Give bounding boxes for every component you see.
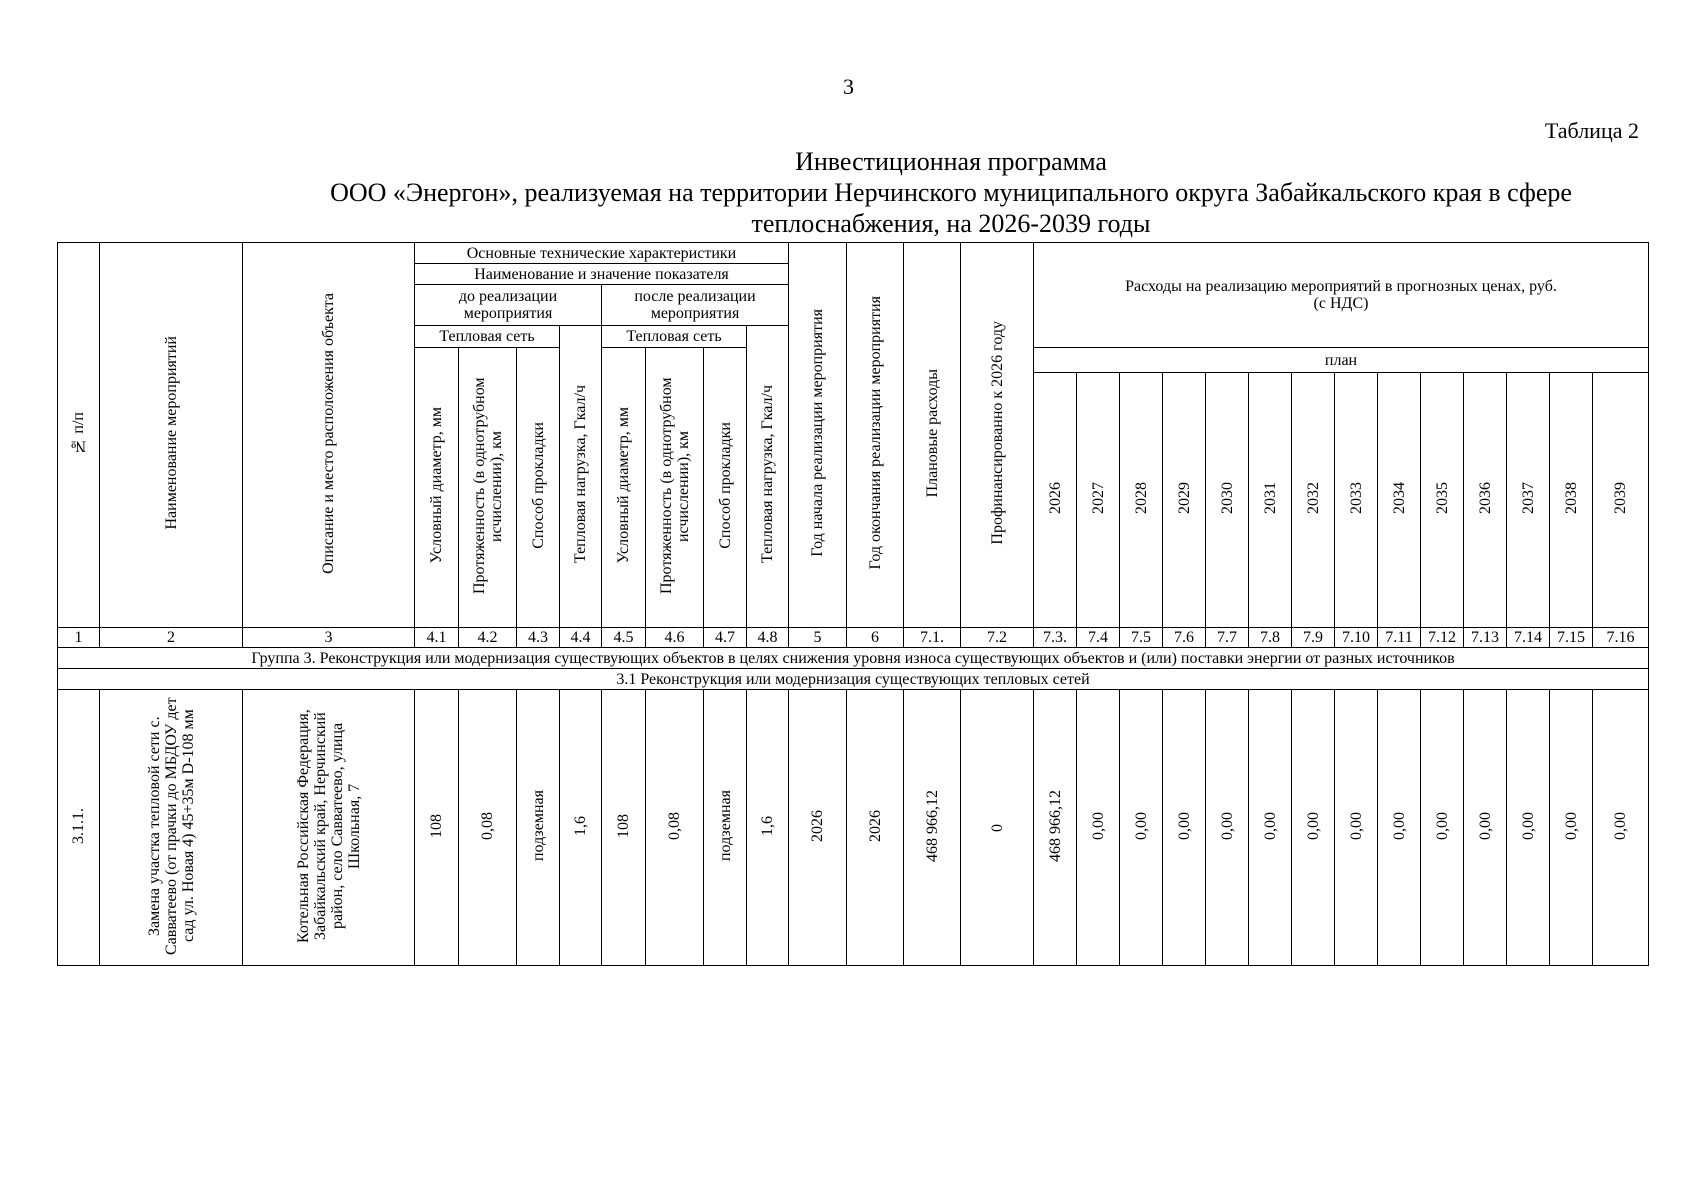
page-number: 3 [843,74,854,99]
header-year-end: Год окончания реализации мероприятия [866,296,884,570]
header-load-before-cell [560,326,602,628]
header-desc: Описание и место расположения объекта [320,292,337,574]
index-cell: 4.6 [646,628,704,648]
row-year-value-cell [1335,690,1378,966]
header-diam-before: Условный диаметр, мм [428,407,445,564]
index-row [58,628,1649,648]
index-cell: 4.7 [704,628,747,648]
row-year-value-cell [1507,690,1550,966]
row-year-value-cell [1292,690,1335,966]
header-diam-before-cell [415,348,459,628]
header-year-cell [1206,373,1249,628]
index-cell: 2 [100,628,243,648]
title-line-1: Инвестиционная программа [795,147,1107,176]
row-year-value: 0,00 [1612,811,1629,840]
row-year-value: 0,00 [1347,811,1365,840]
row-year-value-cell [1464,690,1507,966]
header-year-cell [1249,373,1292,628]
header-row-1 [58,243,1649,264]
index-cell: 7.13 [1464,628,1507,648]
header-year-cell [1163,373,1206,628]
header-year: 2030 [1218,482,1236,514]
header-load-before: Тепловая нагрузка, Гкал/ч [572,385,589,564]
index-cell: 7.3. [1034,628,1077,648]
header-length-before: Протяженность (в однотрубном исчислении), км [470,377,505,594]
row-year-value-cell [1593,690,1649,966]
header-name-cell [100,243,243,628]
header-after: после реализации мероприятия [602,285,789,326]
row-planned: 468 966,12 [923,789,941,862]
header-load-after: Тепловая нагрузка, Гкал/ч [759,385,776,564]
row-diam-before: 108 [428,813,445,838]
header-year-cell [1550,373,1593,628]
header-year: 2036 [1476,482,1494,514]
header-year-cell [1593,373,1649,628]
header-diam-after-cell [602,348,646,628]
title-line-2: ООО «Энергон», реализуемая на территории Нерчинского муниципального округа Забайкальского края в сфере [330,178,1572,207]
row-load-before-cell [560,690,602,966]
row-year-start-cell [789,690,847,966]
row-desc-cell [243,690,415,966]
row-year-value-cell [1249,690,1292,966]
header-laying-before-cell [517,348,560,628]
row-planned-cell [904,690,961,966]
subgroup-title: 3.1 Реконструкция или модернизация существующих тепловых сетей [58,669,1649,690]
header-year-cell [1378,373,1421,628]
header-year-cell [1292,373,1335,628]
header-year-cell [1034,373,1077,628]
header-year-cell [1335,373,1378,628]
header-tech-sub: Наименование и значение показателя [415,264,789,285]
header-name: Наименование мероприятий [162,336,180,530]
row-year-value-cell [1206,690,1249,966]
row-year-value: 0,00 [1132,811,1150,840]
row-year-value-cell [1378,690,1421,966]
header-year: 2028 [1132,482,1150,514]
header-planned: Плановые расходы [923,368,941,498]
header-desc-cell [243,243,415,628]
row-name-cell [100,690,243,966]
row-year-value: 0,00 [1261,811,1279,840]
row-year-start: 2026 [809,809,826,842]
row-year-value-cell [1421,690,1464,966]
index-cell: 3 [243,628,415,648]
header-year: 2038 [1562,482,1580,514]
header-before: до реализации мероприятия [415,285,602,326]
header-financed-cell [961,243,1034,628]
header-length-before-cell [459,348,517,628]
index-cell: 7.2 [961,628,1034,648]
row-year-end: 2026 [866,809,884,842]
index-cell: 1 [58,628,100,648]
row-diam-before-cell [415,690,459,966]
row-num-cell [58,690,100,966]
row-length-after-cell [646,690,704,966]
row-diam-after: 108 [615,813,632,838]
header-laying-after-cell [704,348,747,628]
header-plan: план [1034,348,1649,373]
header-year: 2027 [1089,482,1107,514]
index-cell: 7.12 [1421,628,1464,648]
header-year: 2032 [1304,482,1322,514]
row-year-value-cell [1120,690,1163,966]
row-year-value: 0,00 [1390,811,1408,840]
header-diam-after: Условный диаметр, мм [615,407,632,564]
investment-table [57,242,1649,966]
index-cell: 7.7 [1206,628,1249,648]
group-row [58,648,1649,669]
header-planned-cell [904,243,961,628]
index-cell: 7.6 [1163,628,1206,648]
row-laying-before: подземная [529,789,547,861]
row-year-value: 0,00 [1562,811,1580,840]
row-load-before: 1,6 [572,815,589,836]
index-cell: 4.4 [560,628,602,648]
header-year: 2039 [1612,482,1629,514]
index-cell: 7.9 [1292,628,1335,648]
group-title: Группа 3. Реконструкция или модернизация существующих объектов в целях снижения уровня износа существующих объектов и (или) поставки энергии от разных источников [58,648,1649,669]
index-cell: 7.10 [1335,628,1378,648]
index-cell: 7.11 [1378,628,1421,648]
header-num-cell [58,243,100,628]
index-cell: 7.4 [1077,628,1120,648]
row-load-after: 1,6 [759,815,776,836]
header-year: 2031 [1261,482,1279,514]
row-year-value: 0,00 [1175,811,1193,840]
title-line-3: теплоснабжения, на 2026-2039 годы [751,209,1151,238]
header-laying-before: Способ прокладки [529,422,547,549]
header-year-cell [1077,373,1120,628]
index-cell: 6 [847,628,904,648]
header-length-after-cell [646,348,704,628]
header-year-cell [1120,373,1163,628]
row-num: 3.1.1. [70,807,87,844]
index-cell: 7.1. [904,628,961,648]
index-cell: 4.8 [747,628,789,648]
row-laying-after: подземная [716,789,734,861]
row-year-value: 0,00 [1433,811,1451,840]
index-cell: 5 [789,628,847,648]
header-year-cell [1507,373,1550,628]
row-year-value: 0,00 [1089,811,1107,840]
row-financed: 0 [988,824,1006,832]
header-expenses: Расходы на реализацию мероприятий в прогнозных ценах, руб. (с НДС) [1034,243,1649,348]
row-diam-after-cell [602,690,646,966]
row-length-before-cell [459,690,517,966]
index-cell: 7.14 [1507,628,1550,648]
header-load-after-cell [747,326,789,628]
row-year-value-cell [1163,690,1206,966]
row-year-value: 468 966,12 [1046,789,1064,862]
index-cell: 4.5 [602,628,646,648]
table-row [58,690,1649,966]
row-load-after-cell [747,690,789,966]
table-label: Таблица 2 [1544,118,1639,143]
header-year-cell [1464,373,1507,628]
row-year-value: 0,00 [1218,811,1236,840]
header-length-after: Протяженность (в однотрубном исчислении), км [657,377,692,594]
header-tech-main: Основные технические характеристики [415,243,789,264]
row-year-end-cell [847,690,904,966]
header-year-start: Год начала реализации мероприятия [809,309,826,557]
header-year: 2035 [1433,482,1451,514]
header-year: 2034 [1390,482,1408,514]
row-year-value: 0,00 [1304,811,1322,840]
row-financed-cell [961,690,1034,966]
row-laying-before-cell [517,690,560,966]
index-cell: 7.16 [1593,628,1649,648]
index-cell: 4.3 [517,628,560,648]
header-year: 2037 [1519,482,1537,514]
row-desc: Котельная Российская Федерация, Забайкальский край, Нерчинский район, село Савватеево, улица Школьная, 7 [294,708,363,943]
header-year-end-cell [847,243,904,628]
row-laying-after-cell [704,690,747,966]
row-name: Замена участка тепловой сети с. Савватеево (от прачки до МБДОУ дет сад ул. Новая 4) 45+35м D-108 мм [145,696,197,955]
row-length-after: 0,08 [666,811,683,840]
header-laying-after: Способ прокладки [716,422,734,549]
index-cell: 7.8 [1249,628,1292,648]
index-cell: 7.5 [1120,628,1163,648]
header-num: № п/п [70,411,87,455]
row-year-value: 0,00 [1476,811,1494,840]
row-year-value: 0,00 [1519,811,1537,840]
index-cell: 4.1 [415,628,459,648]
header-heat-net-before: Тепловая сеть [415,326,560,348]
header-year: 2029 [1175,482,1193,514]
subgroup-row [58,669,1649,690]
row-year-value-cell [1034,690,1077,966]
header-year-start-cell [789,243,847,628]
row-year-value-cell [1077,690,1120,966]
header-financed: Профинансированно к 2026 году [988,321,1006,545]
index-cell: 7.15 [1550,628,1593,648]
header-heat-net-after: Тепловая сеть [602,326,747,348]
row-length-before: 0,08 [479,811,496,840]
document-title [260,146,1642,239]
header-year: 2033 [1347,482,1365,514]
row-year-value-cell [1550,690,1593,966]
index-cell: 4.2 [459,628,517,648]
header-year-cell [1421,373,1464,628]
header-year: 2026 [1046,482,1064,514]
